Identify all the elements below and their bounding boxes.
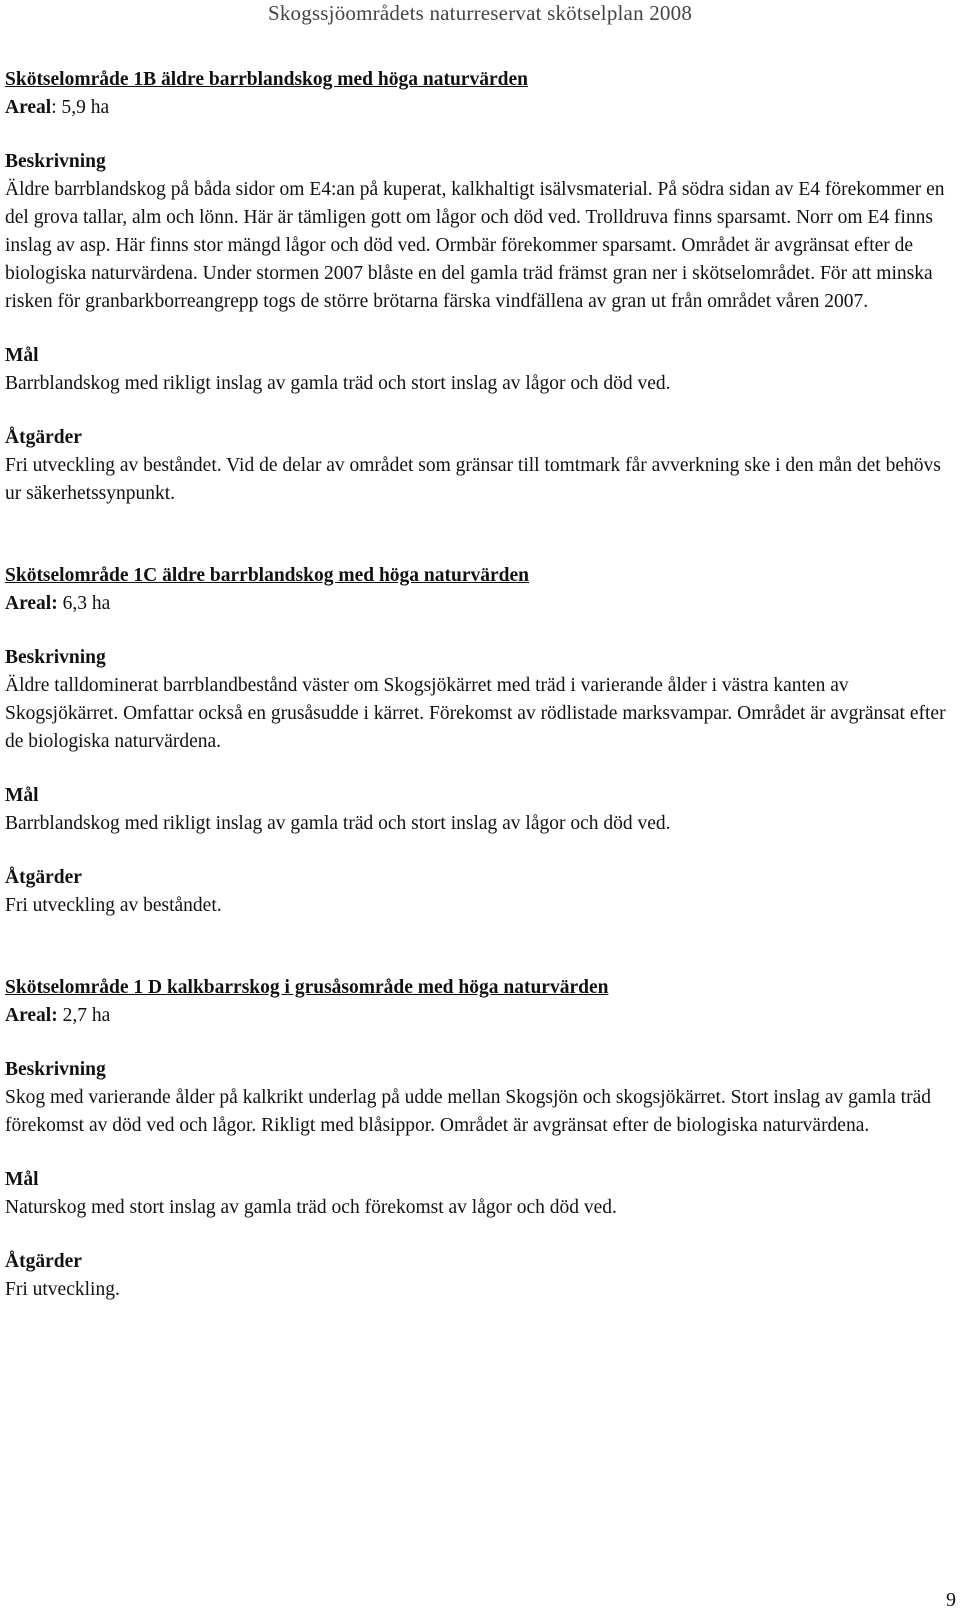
block-text: Barrblandskog med rikligt inslag av gamla träd och stort inslag av lågor och död ved. xyxy=(5,813,671,834)
goal-block xyxy=(5,342,953,398)
block-heading: Åtgärder xyxy=(5,867,82,888)
block-text: Naturskog med stort inslag av gamla träd och förekomst av lågor och död ved. xyxy=(5,1197,617,1218)
section-1c xyxy=(5,562,953,920)
description-block xyxy=(5,644,953,756)
section-title: Skötselområde 1 D kalkbarrskog i grusåsområde med höga naturvärden xyxy=(5,977,609,998)
section-title: Skötselområde 1B äldre barrblandskog med höga naturvärden xyxy=(5,69,528,90)
block-heading: Åtgärder xyxy=(5,427,82,448)
block-text: Fri utveckling. xyxy=(5,1279,120,1300)
area-label: Areal: xyxy=(5,593,58,614)
block-heading: Beskrivning xyxy=(5,1059,106,1080)
actions-block xyxy=(5,1248,953,1304)
area-line xyxy=(5,94,953,122)
document-title: Skogssjöområdets naturreservat skötselplan 2008 xyxy=(267,1,693,25)
block-text: Äldre talldominerat barrblandbestånd väster om Skogsjökärret med träd i varierande ålder i västra kanten av Skogsjökärret. Omfattar också en grusåsudde i kärret. Förekomst av rödlistade marksvampar. Området är avgränsat efter de biologiska naturvärdena. xyxy=(5,675,946,752)
block-heading: Mål xyxy=(5,785,39,806)
block-heading: Åtgärder xyxy=(5,1251,82,1272)
area-label: Areal xyxy=(5,97,52,118)
page-number: 9 xyxy=(946,1589,956,1611)
area-value: : 5,9 ha xyxy=(51,97,110,118)
area-label: Areal: xyxy=(5,1005,58,1026)
block-heading: Mål xyxy=(5,345,39,366)
area-value: 2,7 ha xyxy=(57,1005,111,1026)
block-heading: Beskrivning xyxy=(5,647,106,668)
section-1d xyxy=(5,974,953,1304)
block-text: Skog med varierande ålder på kalkrikt underlag på udde mellan Skogsjön och skogsjökärret. Stort inslag av gamla träd förekomst av död ved och lågor. Rikligt med blåsippor. Området är avgränsat efter de biologiska naturvärdena. xyxy=(5,1087,932,1136)
block-text: Barrblandskog med rikligt inslag av gamla träd och stort inslag av lågor och död ved. xyxy=(5,373,671,394)
block-text: Äldre barrblandskog på båda sidor om E4:an på kuperat, kalkhaltigt isälvsmaterial. På södra sidan av E4 förekommer en del grova tallar, alm och lönn. Här är tämligen gott om lågor och död ved. Trolldruva finns sparsamt. Norr om E4 finns inslag av asp. Här finns stor mängd lågor och död ved. Ormbär förekommer sparsamt. Området är avgränsat efter de biologiska naturvärdena. Under stormen 2007 blåste en del gamla träd främst gran ner i skötselområdet. För att minska risken för granbarkborreangrepp togs de större brötarna färska vindfällena av gran ut från området våren 2007. xyxy=(5,179,945,312)
block-text: Fri utveckling av beståndet. Vid de delar av området som gränsar till tomtmark får avverkning ske i den mån det behövs ur säkerhetssynpunkt. xyxy=(5,455,941,504)
block-heading: Mål xyxy=(5,1169,39,1190)
section-1b xyxy=(5,66,953,508)
document-body xyxy=(5,66,953,1358)
area-value: 6,3 ha xyxy=(57,593,111,614)
block-text: Fri utveckling av beståndet. xyxy=(5,895,222,916)
block-heading: Beskrivning xyxy=(5,151,106,172)
area-line xyxy=(5,1002,953,1030)
area-line xyxy=(5,590,953,618)
goal-block xyxy=(5,782,953,838)
description-block xyxy=(5,1056,953,1140)
goal-block xyxy=(5,1166,953,1222)
section-title: Skötselområde 1C äldre barrblandskog med höga naturvärden xyxy=(5,565,530,586)
actions-block xyxy=(5,424,953,508)
actions-block xyxy=(5,864,953,920)
description-block xyxy=(5,148,953,316)
page-header xyxy=(0,0,960,28)
